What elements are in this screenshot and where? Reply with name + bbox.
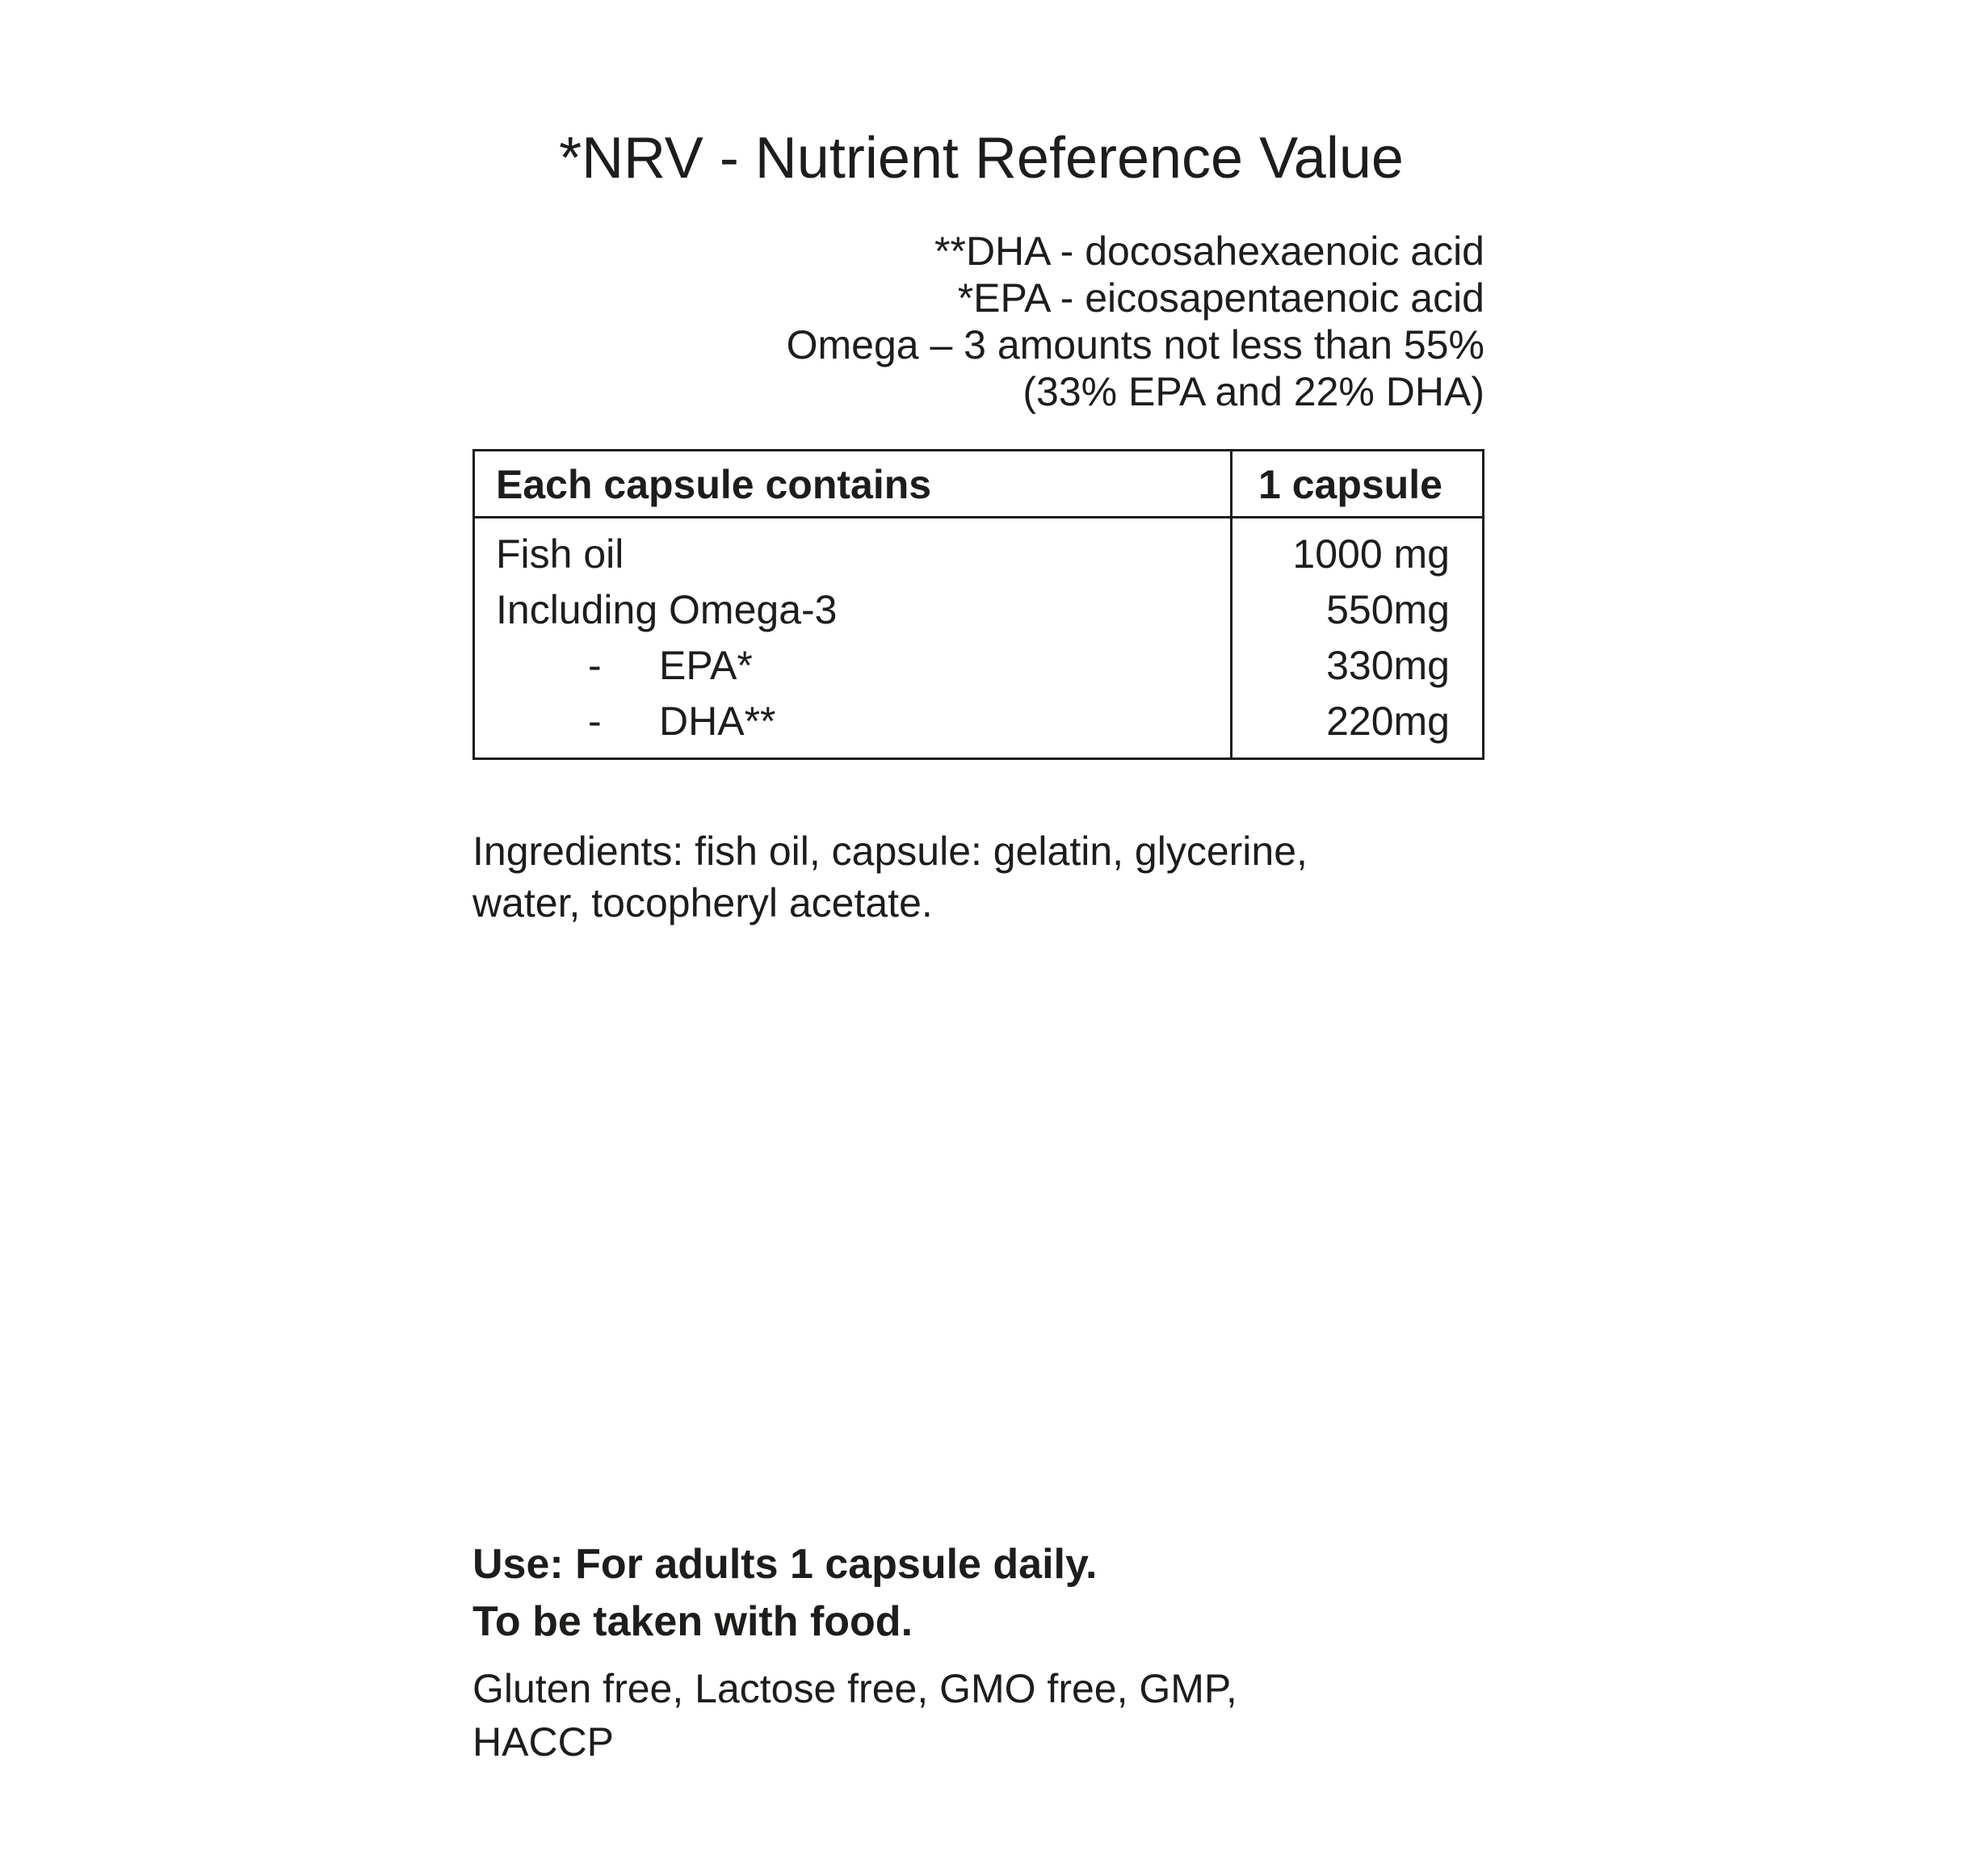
table-header-contains: Each capsule contains (475, 451, 1230, 518)
usage-line-2: To be taken with food. (472, 1598, 913, 1645)
footnote-omega3-amount: Omega – 3 amounts not less than 55% (786, 322, 1484, 367)
certifications-line-1: Gluten free, Lactose free, GMO free, GMP, (472, 1666, 1237, 1711)
nrv-title: *NRV - Nutrient Reference Value (559, 126, 1404, 191)
footnotes-block (472, 228, 1484, 415)
table-row-fish-oil-name (475, 518, 1230, 582)
nutrition-table (472, 449, 1484, 760)
table-header-capsule: 1 capsule (1230, 451, 1482, 518)
row-label: Fish oil (496, 531, 624, 577)
footnote-dha: **DHA - docosahexaenoic acid (934, 229, 1484, 274)
table-row-epa-value: 330mg (1230, 638, 1482, 694)
list-dash: - (588, 643, 602, 688)
table-row-fish-oil-value: 1000 mg (1230, 518, 1482, 582)
table-row-dha-value: 220mg (1230, 694, 1482, 758)
certifications-block (472, 1662, 1539, 1769)
usage-line-1: Use: For adults 1 capsule daily. (472, 1541, 1098, 1588)
row-label: DHA** (659, 699, 776, 744)
footnote-epa-dha-split: (33% EPA and 22% DHA) (1022, 369, 1484, 414)
list-dash: - (588, 699, 602, 744)
ingredients-block (472, 825, 1539, 929)
ingredients-line-2: water, tocopheryl acetate. (472, 880, 933, 925)
table-row-epa-name (475, 638, 1230, 694)
ingredients-line-1: Ingredients: fish oil, capsule: gelatin, glycerine, (472, 829, 1308, 874)
row-label: Including Omega-3 (496, 587, 838, 632)
row-label: EPA* (659, 643, 753, 688)
table-row-omega3-name (475, 582, 1230, 638)
table-row-dha-name (475, 694, 1230, 758)
table-row-omega3-value: 550mg (1230, 582, 1482, 638)
footnote-epa: *EPA - eicosapentaenoic acid (957, 275, 1484, 321)
usage-block (472, 1536, 1539, 1651)
certifications-line-2: HACCP (472, 1719, 615, 1765)
